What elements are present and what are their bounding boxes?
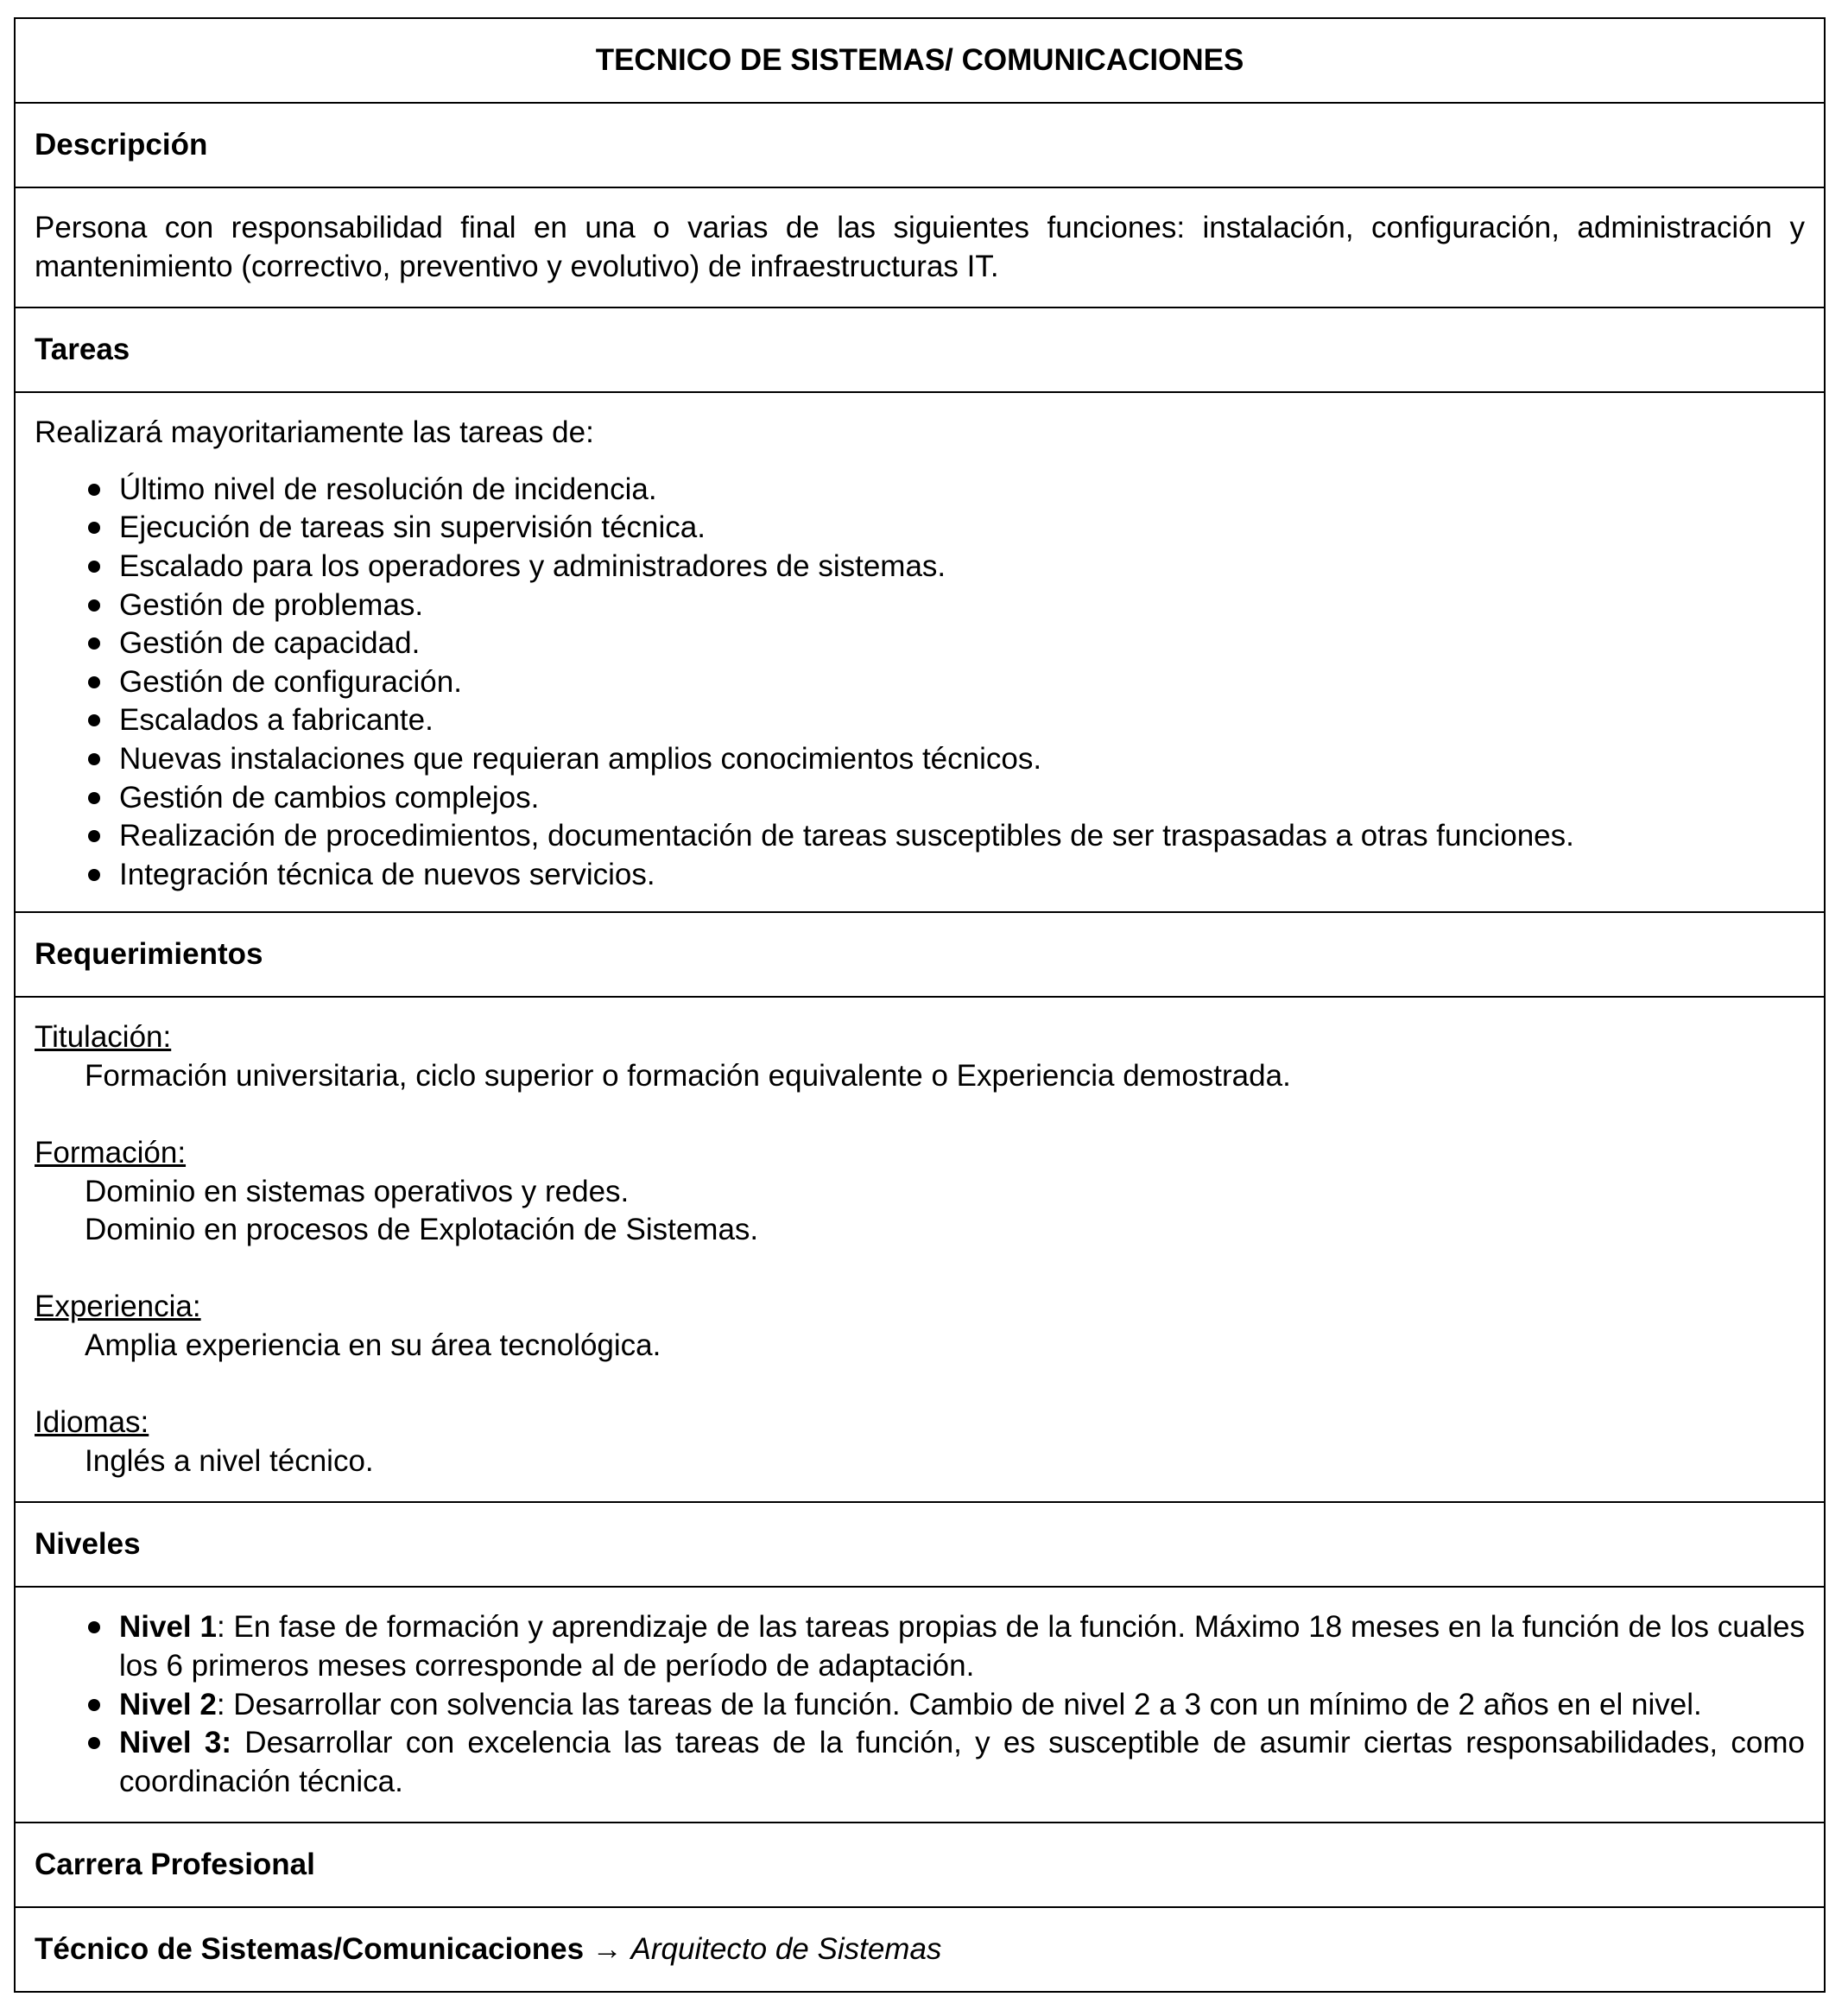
bullet-icon — [88, 714, 100, 726]
career-to: Arquitecto de Sistemas — [630, 1932, 942, 1967]
level-label: Nivel 2 — [119, 1687, 217, 1721]
task-list-item — [35, 701, 1805, 740]
task-list-item — [35, 548, 1805, 586]
task-text: Último nivel de resolución de incidencia. — [119, 472, 657, 506]
level-text: Desarrollar con excelencia las tareas de la función, y es susceptible de asumir ciertas responsabilidades, como coordinación técnica. — [119, 1726, 1806, 1798]
requirement-label: Experiencia: — [35, 1290, 201, 1324]
task-list-item — [35, 663, 1805, 702]
bullet-icon — [88, 1699, 100, 1711]
bullet-icon — [88, 561, 100, 573]
bullet-icon — [88, 676, 100, 688]
document-title: TECNICO DE SISTEMAS/ COMUNICACIONES — [15, 18, 1825, 103]
bullet-icon — [88, 637, 100, 650]
descripcion-text: Persona con responsabilidad final en una o varias de las siguientes funciones: instalación, configuración, administración y mantenimiento (correctivo, preventivo y evolutivo) de infraestructuras IT. — [15, 187, 1825, 307]
level-label: Nivel 3: — [119, 1726, 232, 1760]
requirement-value: Inglés a nivel técnico. — [85, 1443, 374, 1478]
bullet-icon — [88, 522, 100, 534]
task-text: Realización de procedimientos, documentación de tareas susceptibles de ser traspasadas a otras funciones. — [119, 819, 1574, 853]
requirement-value: Amplia experiencia en su área tecnológica. — [85, 1328, 661, 1363]
section-heading-tareas: Tareas — [15, 307, 1825, 392]
requerimientos-content — [15, 997, 1825, 1502]
bullet-icon — [88, 1621, 100, 1633]
requirement-value: Dominio en procesos de Explotación de Sistemas. — [85, 1213, 759, 1247]
task-text: Gestión de capacidad. — [119, 626, 421, 661]
level-list-item — [35, 1608, 1805, 1685]
task-list-item — [35, 509, 1805, 548]
bullet-icon — [88, 599, 100, 612]
level-list-item — [35, 1724, 1805, 1801]
task-text: Gestión de configuración. — [119, 664, 462, 699]
level-text: : En fase de formación y aprendizaje de las tareas propias de la función. Máximo 18 meses en la función de los cuales los 6 primeros meses corresponde al de período de adaptación. — [119, 1610, 1805, 1683]
task-text: Nuevas instalaciones que requieran amplios conocimientos técnicos. — [119, 741, 1042, 776]
task-list-item — [35, 817, 1805, 856]
requirement-block — [35, 1404, 1805, 1480]
task-list-item — [35, 624, 1805, 663]
task-list-item — [35, 856, 1805, 895]
bullet-icon — [88, 792, 100, 804]
requirement-block — [35, 1288, 1805, 1365]
task-text: Escalado para los operadores y administradores de sistemas. — [119, 548, 946, 583]
requirement-label: Idiomas: — [35, 1405, 149, 1440]
job-profile-table — [14, 17, 1826, 1993]
task-text: Integración técnica de nuevos servicios. — [119, 857, 655, 891]
requirement-label: Titulación: — [35, 1020, 172, 1055]
level-list-item — [35, 1686, 1805, 1725]
section-heading-niveles: Niveles — [15, 1502, 1825, 1587]
tareas-intro: Realizará mayoritariamente las tareas de: — [35, 415, 594, 450]
task-text: Gestión de cambios complejos. — [119, 780, 540, 815]
bullet-icon — [88, 1737, 100, 1749]
requirement-value: Dominio en sistemas operativos y redes. — [85, 1174, 630, 1208]
task-list-item — [35, 586, 1805, 625]
requirement-value: Formación universitaria, ciclo superior o formación equivalente o Experiencia demostrada. — [85, 1058, 1291, 1093]
bullet-icon — [88, 484, 100, 496]
bullet-icon — [88, 753, 100, 765]
requirement-block — [35, 1134, 1805, 1250]
task-list-item — [35, 471, 1805, 510]
niveles-list — [35, 1608, 1805, 1801]
requirement-block — [35, 1018, 1805, 1095]
section-heading-descripcion: Descripción — [15, 103, 1825, 187]
section-heading-carrera: Carrera Profesional — [15, 1823, 1825, 1907]
tareas-content — [15, 392, 1825, 912]
level-label: Nivel 1 — [119, 1610, 217, 1645]
career-from: Técnico de Sistemas/Comunicaciones — [35, 1932, 585, 1967]
bullet-icon — [88, 869, 100, 881]
section-heading-requerimientos: Requerimientos — [15, 912, 1825, 997]
arrow-icon: → — [592, 1932, 623, 1967]
carrera-path — [15, 1907, 1825, 1992]
tareas-list — [35, 471, 1805, 895]
niveles-content — [15, 1587, 1825, 1823]
task-text: Gestión de problemas. — [119, 587, 424, 622]
requirement-label: Formación: — [35, 1136, 187, 1170]
bullet-icon — [88, 830, 100, 842]
task-list-item — [35, 779, 1805, 818]
level-text: : Desarrollar con solvencia las tareas de la función. Cambio de nivel 2 a 3 con un mínimo de 2 años en el nivel. — [216, 1687, 1702, 1721]
task-text: Ejecución de tareas sin supervisión técnica. — [119, 510, 706, 545]
task-list-item — [35, 740, 1805, 779]
task-text: Escalados a fabricante. — [119, 703, 434, 738]
